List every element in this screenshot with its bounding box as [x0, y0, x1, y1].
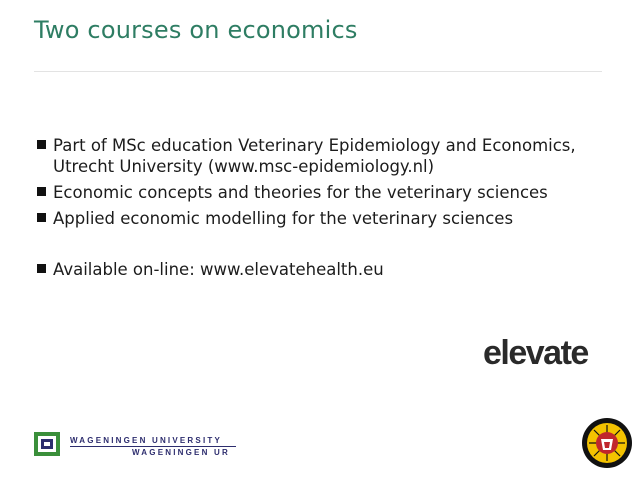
elevate-logo: elevate	[483, 334, 588, 372]
bullet-text: Applied economic modelling for the veterinary sciences	[53, 209, 514, 228]
bullet-text: Economic concepts and theories for the veterinary sciences	[53, 183, 548, 202]
wageningen-divider	[70, 446, 236, 447]
bullet-item	[35, 182, 615, 203]
bullet-item	[35, 208, 615, 229]
wageningen-ur-text: WAGENINGEN UR	[132, 448, 230, 457]
wageningen-emblem-icon	[34, 432, 60, 456]
bullet-text: Available on-line: www.elevatehealth.eu	[53, 260, 384, 279]
bullet-list	[35, 135, 615, 285]
square-bullet-icon	[37, 140, 46, 149]
square-bullet-icon	[37, 187, 46, 196]
bullet-item	[35, 259, 615, 280]
square-bullet-icon	[37, 264, 46, 273]
slide-title: Two courses on economics	[34, 16, 358, 44]
square-bullet-icon	[37, 213, 46, 222]
wageningen-university-text: WAGENINGEN UNIVERSITY	[70, 436, 222, 445]
bullet-item	[35, 135, 615, 177]
bullet-text: Part of MSc education Veterinary Epidemiology and Economics, Utrecht University (www.msc-epidemiology.nl)	[53, 136, 576, 176]
utrecht-seal-icon	[581, 417, 633, 469]
title-divider	[34, 71, 602, 72]
wageningen-logo	[34, 432, 244, 462]
